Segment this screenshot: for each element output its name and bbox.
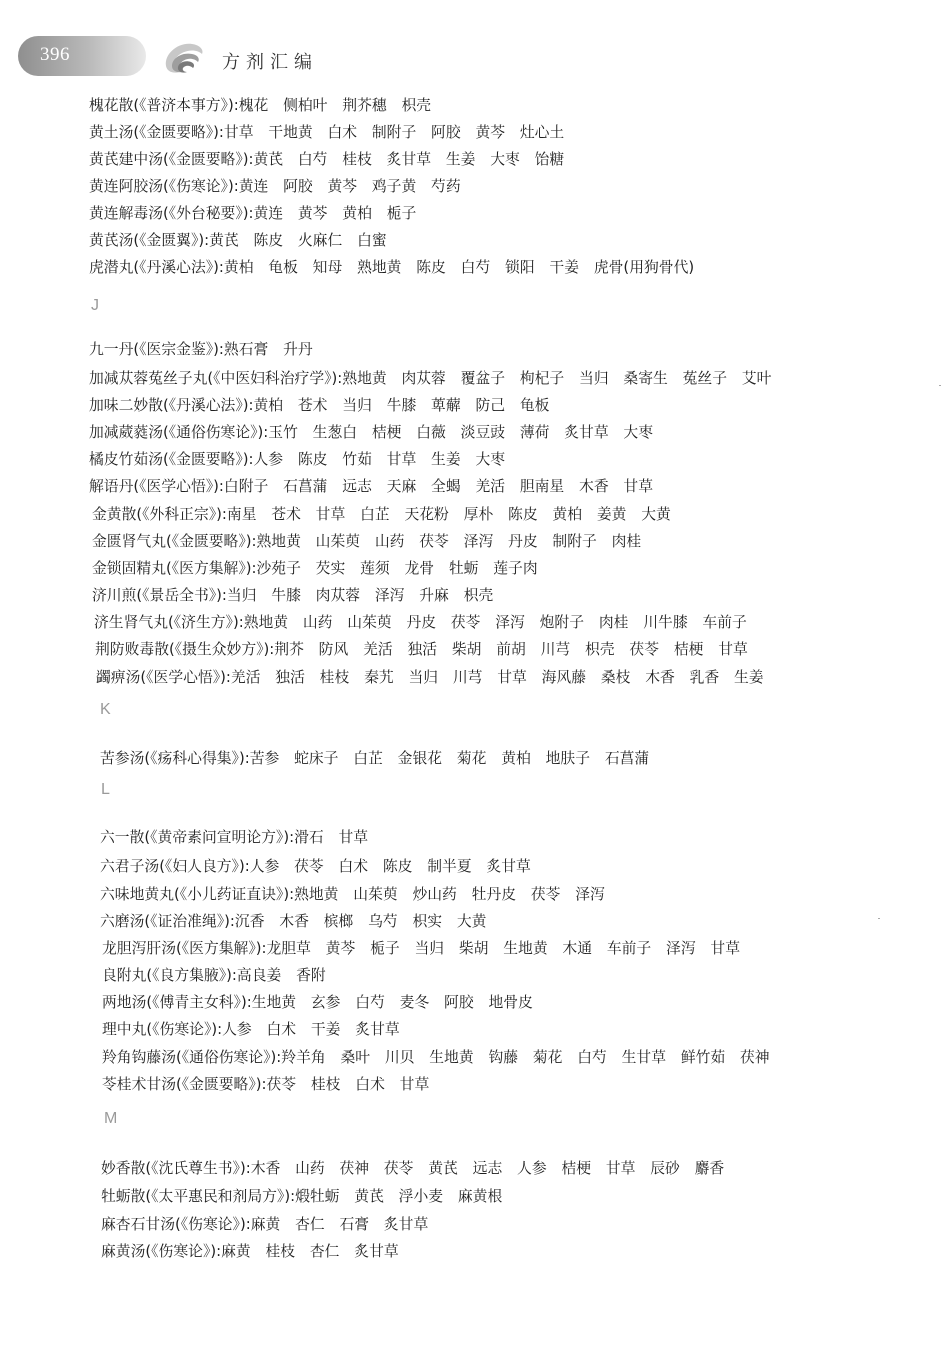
formula-entry: 荆防败毒散(《摄生众妙方》):荆芥 防风 羌活 独活 柴胡 前胡 川芎 枳壳 茯苓 桔梗 甘草 [95, 641, 748, 658]
formula-entry: 龙胆泻肝汤(《医方集解》):龙胆草 黄芩 栀子 当归 柴胡 生地黄 木通 车前子 泽泻 甘草 [102, 940, 741, 957]
formula-entry: 六君子汤(《妇人良方》):人参 茯苓 白术 陈皮 制半夏 炙甘草 [100, 858, 531, 875]
formula-entry: 蠲痹汤(《医学心悟》):羌活 独活 桂枝 秦艽 当归 川芎 甘草 海风藤 桑枝 木香 乳香 生姜 [96, 669, 764, 686]
formula-entry: 橘皮竹茹汤(《金匮要略》):人参 陈皮 竹茹 甘草 生姜 大枣 [89, 451, 506, 468]
formula-entry: 良附丸(《良方集腋》):高良姜 香附 [102, 967, 326, 984]
formula-entry: 黄土汤(《金匮要略》):甘草 干地黄 白术 制附子 阿胶 黄芩 灶心土 [89, 124, 565, 141]
formula-entry: 槐花散(《普济本事方》):槐花 侧柏叶 荆芥穗 枳壳 [89, 97, 432, 114]
formula-entry: 六磨汤(《证治准绳》):沉香 木香 槟榔 乌芍 枳实 大黄 [100, 913, 487, 930]
page-number: 396 [40, 44, 70, 65]
section-letter-l: L [101, 781, 110, 798]
section-letter-j: J [91, 297, 99, 314]
scan-speck [878, 918, 880, 919]
formula-entry: 虎潜丸(《丹溪心法》):黄柏 龟板 知母 熟地黄 陈皮 白芍 锁阳 干姜 虎骨(用狗骨代) [89, 259, 695, 276]
formula-entry: 麻杏石甘汤(《伤寒论》):麻黄 杏仁 石膏 炙甘草 [101, 1216, 429, 1233]
formula-entry: 黄芪汤(《金匮翼》):黄芪 陈皮 火麻仁 白蜜 [89, 232, 387, 249]
formula-entry: 苦参汤(《疡科心得集》):苦参 蛇床子 白芷 金银花 菊花 黄柏 地肤子 石菖蒲 [100, 750, 650, 767]
formula-entry: 六味地黄丸(《小儿药证直诀》):熟地黄 山茱萸 炒山药 牡丹皮 茯苓 泽泻 [100, 886, 605, 903]
formula-entry: 黄连阿胶汤(《伤寒论》):黄连 阿胶 黄芩 鸡子黄 芍药 [89, 178, 461, 195]
formula-entry: 牡蛎散(《太平惠民和剂局方》):煅牡蛎 黄芪 浮小麦 麻黄根 [101, 1188, 503, 1205]
formula-entry: 解语丹(《医学心悟》):白附子 石菖蒲 远志 天麻 全蝎 羌活 胆南星 木香 甘草 [89, 478, 654, 495]
formula-entry: 两地汤(《傅青主女科》):生地黄 玄参 白芍 麦冬 阿胶 地骨皮 [102, 994, 533, 1011]
formula-entry: 苓桂术甘汤(《金匮要略》):茯苓 桂枝 白术 甘草 [102, 1076, 430, 1093]
scan-speck [939, 385, 941, 386]
formula-entry: 济川煎(《景岳全书》):当归 牛膝 肉苁蓉 泽泻 升麻 枳壳 [92, 587, 494, 604]
formula-entry: 六一散(《黄帝素问宣明论方》):滑石 甘草 [100, 829, 369, 846]
formula-entry: 理中丸(《伤寒论》):人参 白术 干姜 炙甘草 [102, 1021, 400, 1038]
formula-entry: 济生肾气丸(《济生方》):熟地黄 山药 山茱萸 丹皮 茯苓 泽泻 炮附子 肉桂 川牛膝 车前子 [94, 614, 747, 631]
section-letter-k: K [100, 701, 111, 718]
formula-entry: 金匮肾气丸(《金匮要略》):熟地黄 山茱萸 山药 茯苓 泽泻 丹皮 制附子 肉桂 [92, 533, 642, 550]
formula-entry: 加味二妙散(《丹溪心法》):黄柏 苍术 当归 牛膝 萆薢 防己 龟板 [89, 397, 550, 414]
section-letter-m: M [104, 1110, 118, 1127]
formula-entry: 羚角钩藤汤(《通俗伤寒论》):羚羊角 桑叶 川贝 生地黄 钩藤 菊花 白芍 生甘草 鲜竹茹 茯神 [102, 1049, 770, 1066]
formula-entry: 麻黄汤(《伤寒论》):麻黄 桂枝 杏仁 炙甘草 [101, 1243, 399, 1260]
formula-entry: 黄芪建中汤(《金匮要略》):黄芪 白芍 桂枝 炙甘草 生姜 大枣 饴糖 [89, 151, 565, 168]
formula-entry: 黄连解毒汤(《外台秘要》):黄连 黄芩 黄柏 栀子 [89, 205, 417, 222]
formula-entry: 金黄散(《外科正宗》):南星 苍术 甘草 白芷 天花粉 厚朴 陈皮 黄柏 姜黄 大黄 [92, 506, 671, 523]
formula-entry: 九一丹(《医宗金鉴》):熟石膏 升丹 [89, 341, 313, 358]
formula-entry: 金锁固精丸(《医方集解》):沙苑子 芡实 莲须 龙骨 牡蛎 莲子肉 [92, 560, 538, 577]
formula-entry: 加减苁蓉菟丝子丸(《中医妇科治疗学》):熟地黄 肉苁蓉 覆盆子 枸杞子 当归 桑寄生 菟丝子 艾叶 [89, 370, 772, 387]
formula-entry: 妙香散(《沈氏尊生书》):木香 山药 茯神 茯苓 黄芪 远志 人参 桔梗 甘草 辰砂 麝香 [101, 1160, 725, 1177]
book-title: 方剂汇编 [222, 52, 318, 73]
formula-entry: 加减葳蕤汤(《通俗伤寒论》):玉竹 生葱白 桔梗 白薇 淡豆豉 薄荷 炙甘草 大枣 [89, 424, 654, 441]
